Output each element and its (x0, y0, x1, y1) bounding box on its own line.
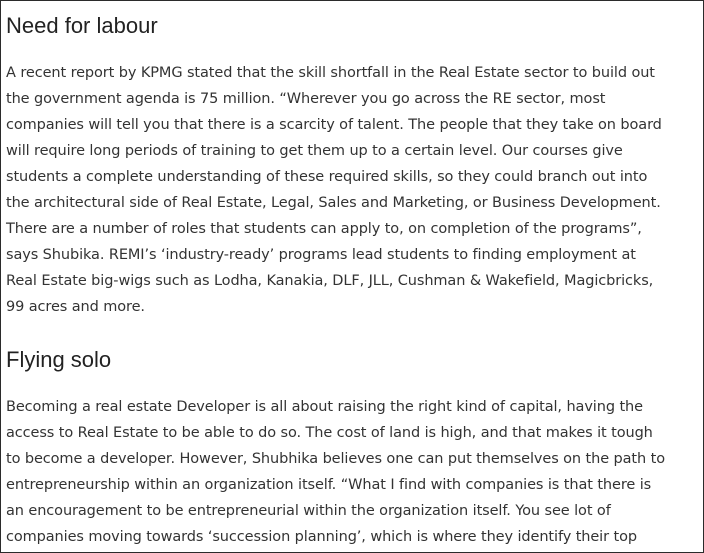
paragraph-flying-solo (6, 394, 665, 550)
paragraph-line: entrepreneurship within an organization itself. “What I find with companies is that there is (6, 477, 652, 493)
paragraph-line: students a complete understanding of these required skills, so they could branch out into (6, 169, 648, 185)
paragraph-need-for-labour (6, 60, 662, 320)
paragraph-line: 99 acres and more. (6, 299, 145, 315)
section-heading-need-for-labour: Need for labour (6, 13, 158, 38)
paragraph-line: to become a developer. However, Shubhika believes one can put themselves on the path to (6, 451, 665, 467)
paragraph-line: access to Real Estate to be able to do so. The cost of land is high, and that makes it tough (6, 425, 653, 441)
paragraph-line: A recent report by KPMG stated that the skill shortfall in the Real Estate sector to build out (6, 65, 655, 81)
paragraph-line: Becoming a real estate Developer is all about raising the right kind of capital, having the (6, 399, 643, 415)
paragraph-line: the government agenda is 75 million. “Wherever you go across the RE sector, most (6, 91, 606, 107)
paragraph-line: companies will tell you that there is a scarcity of talent. The people that they take on board (6, 117, 662, 133)
paragraph-line: says Shubika. REMI’s ‘industry-ready’ programs lead students to finding employment at (6, 247, 636, 263)
paragraph-line: the architectural side of Real Estate, Legal, Sales and Marketing, or Business Development. (6, 195, 661, 211)
paragraph-line: an encouragement to be entrepreneurial within the organization itself. You see lot of (6, 503, 611, 519)
paragraph-line: will require long periods of training to get them up to a certain level. Our courses give (6, 143, 623, 159)
paragraph-line: There are a number of roles that students can apply to, on completion of the programs”, (6, 221, 642, 237)
paragraph-line: companies moving towards ‘succession planning’, which is where they identify their top (6, 529, 637, 545)
paragraph-line: Real Estate big-wigs such as Lodha, Kanakia, DLF, JLL, Cushman & Wakefield, Magicbricks, (6, 273, 654, 289)
section-heading-flying-solo: Flying solo (6, 347, 112, 372)
